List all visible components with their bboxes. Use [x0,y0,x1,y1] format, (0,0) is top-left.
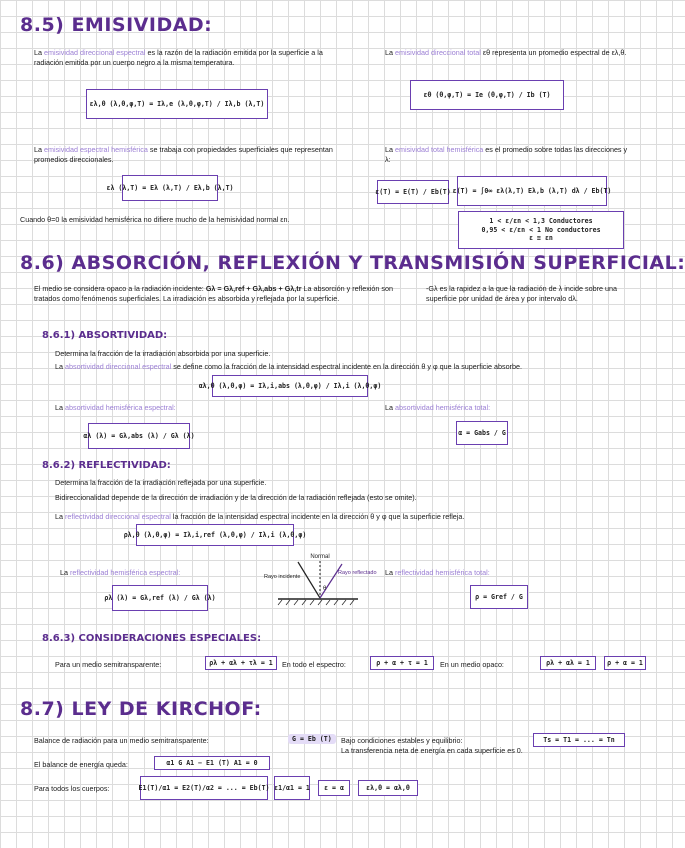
formula: ρλ + αλ = 1 [546,659,590,667]
paragraph-emisividad-espectral-hemisferica [34,145,346,164]
highlight-term: emisividad direccional total [395,48,481,57]
text: La [385,145,395,154]
hatch [334,600,338,605]
formula: ε(T) = ∫0∞ ελ(λ,T) Eλ,b (λ,T) dλ / Eb(T) [452,187,612,195]
formula-box [533,733,625,747]
label-todos-cuerpos: Para todos los cuerpos: [34,784,110,793]
formula: ελ (λ,T) = Eλ (λ,T) / Eλ,b (λ,T) [106,184,234,192]
highlight-term: reflectividad direccional espectral [65,512,171,521]
section-title-absorcion: 8.6) ABSORCIÓN, REFLEXIÓN Y TRANSMISIÓN SUPERFICIAL: [20,252,685,274]
incident-ray [298,562,320,598]
reflected-label: Rayo reflectado [338,570,377,576]
formula-box [274,776,310,800]
text: : [487,568,490,577]
formula: ελ,θ (λ,θ,φ,T) = Iλ,e (λ,θ,φ,T) / Iλ,b (λ,T) [89,100,265,108]
formula-box [470,585,528,609]
paragraph-reflectividad-direccional [55,512,595,522]
formula-box [604,656,646,670]
label-absortividad-hemisferica-total [385,403,490,413]
text: La [385,48,395,57]
paragraph-bidireccionalidad: Bidireccionalidad depende de la dirección de irradiación y de la dirección de la radiación reflejada (esto se omite). [55,493,417,502]
hatch [286,600,290,605]
formula-box [154,756,270,770]
text: se define como la fracción de la intensidad espectral incidente en la dirección θ y φ que la superficie absorbe. [171,362,522,371]
formula: ε = α [324,784,344,792]
text: La [34,48,44,57]
formula: αλ,θ (λ,θ,φ) = Iλ,i,abs (λ,θ,φ) / Iλ,i (λ,θ,φ) [198,382,382,390]
formula-box [106,175,234,201]
text: La [55,362,65,371]
formula-box [456,421,508,445]
formula: ρ + α + τ = 1 [376,659,428,667]
formula: Ts = T1 = ... = Tn [543,736,615,744]
text: La [55,512,65,521]
text: se trabaja con propiedades superficiales que representan promedios direccionales. [34,145,333,164]
formula-box [540,656,596,670]
incident-label: Rayo incidente [264,574,301,580]
text: La [385,403,395,412]
highlight-term: absortividad direccional espectral [65,362,172,371]
formula: ρλ (λ) = Gλ,ref (λ) / Gλ (λ) [104,594,216,602]
formula-box [410,80,564,110]
text: es el promedio sobre todas las direcciones y λ: [385,145,628,164]
section-title-emisividad: 8.5) EMISIVIDAD: [20,14,213,36]
formula-box [452,176,612,206]
formula: α = Gabs / G [458,429,506,437]
paragraph-emisividad-normal: Cuando θ=0 la emisividad hemisférica no difiere mucho de la hemisividad normal εn. [20,215,290,224]
highlight-term: reflectividad hemisférica total [395,568,488,577]
formula: ρ + α = 1 [607,659,643,667]
formula-box [83,423,195,449]
paragraph-reflectividad-def: Determina la fracción de la irradiación reflejada por una superficie. [55,478,267,487]
formula-box [140,776,268,800]
formula: ε1/α1 = 1 [274,784,310,792]
formula-box [370,656,434,670]
highlight-term: emisividad espectral hemisférica [44,145,148,154]
highlight-term: absortividad hemisférica espectral [65,403,174,412]
text: : [178,568,181,577]
paragraph-absortividad-def: Determina la fracción de la irradiación absorbida por una superficie. [55,349,271,358]
formula: E1(T)/α1 = E2(T)/α2 = ... = Eb(T) [138,784,270,792]
label-medio-opaco: En un medio opaco: [440,660,504,669]
normal-label: Normal [310,554,330,560]
paragraph-emisividad-total-hemisferica [385,145,630,164]
formula-box [86,89,268,119]
formula-box [318,780,350,796]
highlight-term: emisividad direccional espectral [44,48,146,57]
angle-label: θ [323,586,327,592]
paragraph-absortividad-direccional [55,362,630,372]
text: es la razón de la radiación emitida por la superficie a la radiación emitida por un cuerpo negro a la misma temperatura. [34,48,323,67]
hatch [310,600,314,605]
section-title-kirchof: 8.7) LEY DE KIRCHOF: [20,698,262,720]
paragraph-balance-radiacion: Balance de radiación para un medio semitransparente: [34,736,209,745]
label-reflectividad-hemisferica-espectral [60,568,180,578]
formula-box [377,180,449,204]
label-medio-semitransparente: Para un medio semitransparente: [55,660,162,669]
hatch [326,600,330,605]
formula: ρ = Gref / G [475,593,523,601]
note-irradiacion: -Gλ es la rapidez a la que la radiación de λ incide sobre una superficie por unidad de área y por intervalo dλ. [426,284,617,303]
hatch [350,600,354,605]
subsection-title-absortividad: 8.6.1) ABSORTIVIDAD: [42,330,168,341]
paragraph-emisividad-direccional-total [385,48,630,58]
label-balance-energia: El balance de energía queda: [34,760,128,769]
formula: ε(T) = E(T) / Eb(T) [375,188,451,196]
formula: εθ (θ,φ,T) = Ie (θ,φ,T) / Ib (T) [423,91,551,99]
highlight-term: reflectividad hemisférica espectral [70,568,179,577]
hatch [278,600,282,605]
formula: ελ,θ = αλ,θ [366,784,410,792]
formula: ρλ + αλ + τλ = 1 [209,659,273,667]
text: εθ representa un promedio espectral de ελ,θ. [480,48,627,57]
text: La [55,403,65,412]
text: La [34,145,44,154]
formula: ρλ,θ (λ,θ,φ) = Iλ,i,ref (λ,θ,φ) / Iλ,i (λ,θ,φ) [123,531,307,539]
label-todo-espectro: En todo el espectro: [282,660,346,669]
label-absortividad-hemisferica-espectral [55,403,176,413]
text: la fracción de la intensidad espectral incidente en la dirección θ y φ que la superficie refleja. [170,512,465,521]
paragraph-medio-opaco [34,284,420,303]
text: La [60,568,70,577]
formula: αλ (λ) = Gλ,abs (λ) / Gλ (λ) [83,432,195,440]
highlight-term: emisividad total hemisférica [395,145,484,154]
formula-box [123,524,307,546]
text: La absorción y reflexión son tratados como fenómenos superficiales. La irradiación es absorbida y reflejada por la superficie. [34,284,393,303]
hatch [294,600,298,605]
formula: α1 G A1 − E1 (T) A1 = 0 [166,759,258,767]
text: La [385,568,395,577]
equation: Gλ = Gλ,ref + Gλ,abs + Gλ,tr [205,284,302,293]
formula-box [358,780,418,796]
paragraph-emisividad-direccional-espectral [34,48,346,67]
highlight-term: absortividad hemisférica total [395,403,489,412]
formula-box [198,375,382,397]
text: : [488,403,491,412]
paragraph-transferencia-neta: La transferencia neta de energía en cada superficie es 0. [341,746,523,755]
hatch [302,600,306,605]
reflection-diagram [258,552,377,610]
formula-box [458,211,624,249]
hatch [318,600,322,605]
hatch [342,600,346,605]
text: El medio se considera opaco a la radiación incidente: [34,284,206,293]
text: : [173,403,176,412]
label-reflectividad-hemisferica-total [385,568,490,578]
formula-box [205,656,277,670]
formula-box [104,585,216,611]
label-condiciones-estables: Bajo condiciones estables y equilibrio: [341,736,463,745]
subsection-title-reflectividad: 8.6.2) REFLECTIVIDAD: [42,460,171,471]
highlight-formula: G = Eb (T) [288,734,336,744]
subsection-title-consideraciones: 8.6.3) CONSIDERACIONES ESPECIALES: [42,633,262,644]
formula: 1 < ε/εn < 1,3 Conductores 0,95 < ε/εn < 1 No conductores ε ≅ εn [481,217,601,243]
